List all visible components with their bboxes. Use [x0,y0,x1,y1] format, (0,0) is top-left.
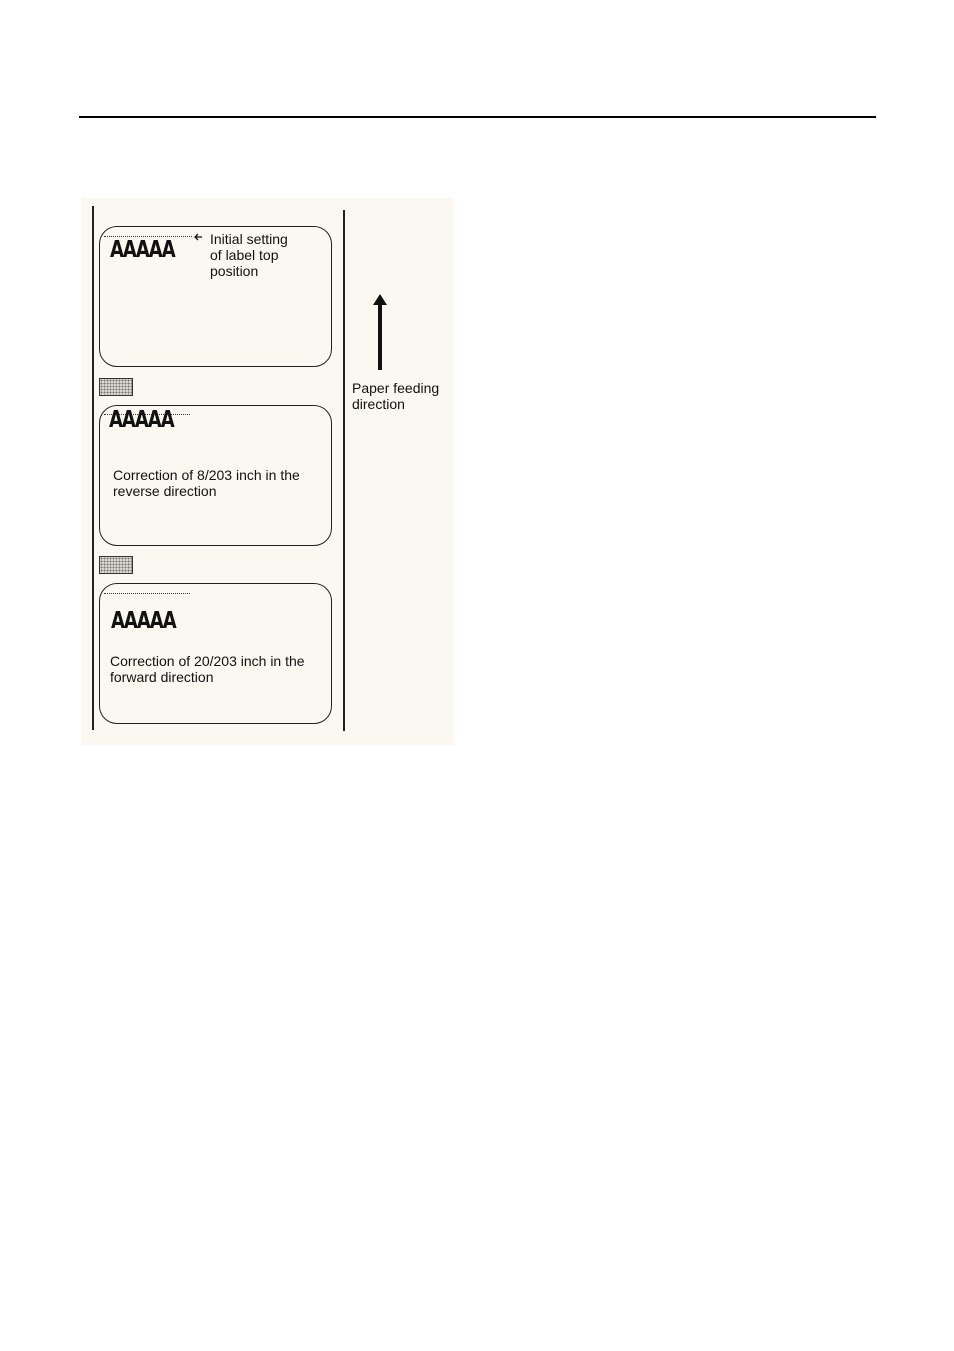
caption-forward: Correction of 20/203 inch in the forward direction [110,653,305,685]
feed-direction-label: Paper feeding direction [352,380,440,412]
label-gap [99,378,133,396]
left-arrow-icon [194,232,202,242]
top-position-line [104,593,190,594]
left-paper-edge [92,206,94,730]
label-gap [99,556,133,574]
printed-glyphs: AAAAA [109,405,174,433]
up-arrow-icon [370,294,390,370]
caption-initial: Initial setting of label top position [210,231,288,279]
printed-glyphs: AAAAA [111,606,176,634]
right-paper-edge [343,210,345,731]
printed-glyphs: AAAAA [110,235,175,263]
top-rule [79,116,876,118]
label-position-diagram [81,198,454,745]
caption-reverse: Correction of 8/203 inch in the reverse direction [113,467,300,499]
